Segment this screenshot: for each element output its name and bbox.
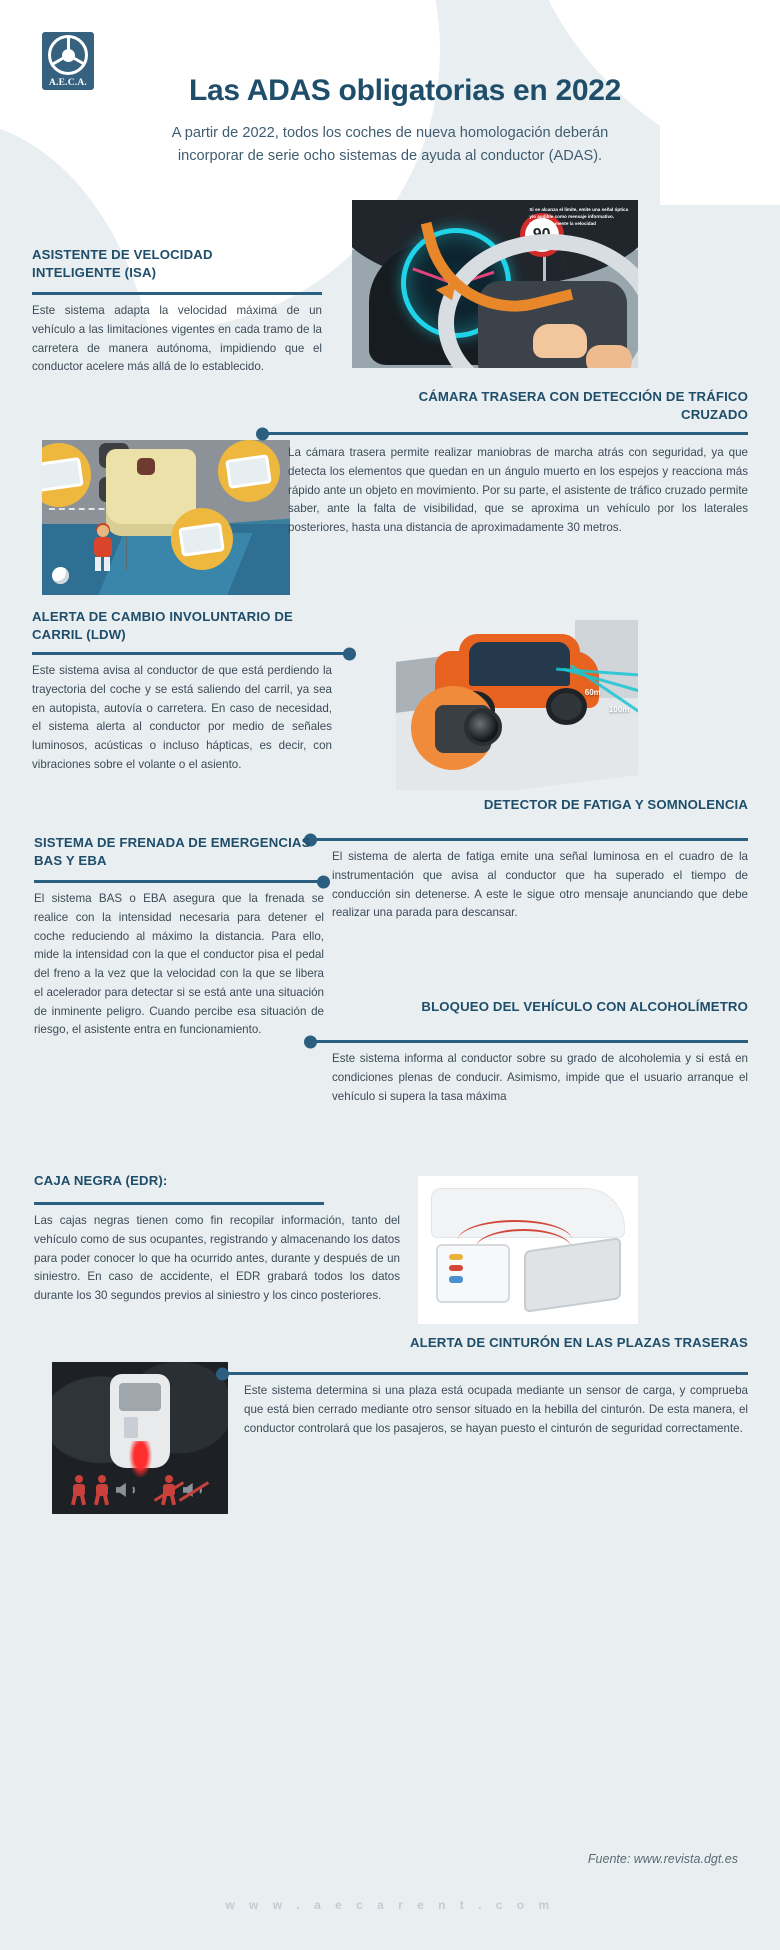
steering-wheel-icon	[48, 35, 88, 75]
section-heading-bas-eba: SISTEMA DE FRENADA DE EMERGENCIAS BAS Y EBA	[34, 835, 311, 868]
section-heading-ldw: ALERTA DE CAMBIO INVOLUNTARIO DE CARRIL (LDW)	[32, 609, 293, 642]
page-subtitle: A partir de 2022, todos los coches de nueva homologación deberán incorporar de serie ocho sistemas de ayuda al conductor (ADAS).	[171, 125, 609, 164]
mirror-badge-center	[171, 508, 233, 570]
edr-remote	[436, 1244, 511, 1303]
section-heading-edr: CAJA NEGRA (EDR):	[34, 1173, 168, 1188]
divider-edr	[34, 1202, 324, 1205]
section-body-alcoholimetro: Este sistema informa al conductor sobre su grado de alcoholemia y si está en condiciones plenas de conducir. Asimismo, impide que el usuario arranque el vehículo si supera la tasa máxima	[332, 1052, 748, 1103]
divider-cinturon	[222, 1372, 748, 1375]
pedestrian-figure	[92, 525, 114, 573]
section-heading-alcoholimetro: BLOQUEO DEL VEHÍCULO CON ALCOHOLÍMETRO	[421, 999, 748, 1014]
ball-icon	[52, 567, 69, 584]
section-body-fatiga: El sistema de alerta de fatiga emite una señal luminosa en el cuadro de la instrumentación que avisa al conductor que ha superado el tiempo de conducción sin detenerse. A este le sigue otro mensaje anunciando que debe realizar una parada para descansar.	[332, 850, 748, 920]
footer-website-url: w w w . a e c a r e n t . c o m	[225, 1898, 555, 1912]
section-heading-isa: ASISTENTE DE VELOCIDAD INTELIGENTE (ISA)	[32, 247, 213, 280]
section-body-isa: Este sistema adapta la velocidad máxima de un vehículo a las limitaciones vigentes en cada tramo de la carretera de manera autónoma, impidiendo que el conductor acelere más allá de lo establecido.	[32, 304, 322, 374]
illustration-cross-traffic	[42, 440, 290, 595]
footer-band	[0, 1880, 780, 1950]
divider-isa	[32, 292, 322, 295]
speaker-alert-icon-2-disabled	[179, 1475, 209, 1505]
distance-label-100m: 100m	[608, 705, 630, 714]
divider-camara-trasera	[262, 432, 748, 435]
illustration-edr-device	[418, 1176, 638, 1324]
edr-module	[524, 1237, 621, 1313]
section-body-bas-eba: El sistema BAS o EBA asegura que la frenada se realice con la intensidad necesaria para detener el coche reduciendo al máximo la distancia. Para ello, mide la intensidad con la que el conductor pisa el pedal del freno a la vez que la velocidad con la que se libera el acelerador para detectar si se está ante una situación de inminente peligro. Cuando percibe esa situación de riesgo, el asistente entra en funcionamiento.	[34, 892, 324, 1037]
page-title: Las ADAS obligatorias en 2022	[189, 74, 621, 107]
divider-bas-eba	[34, 880, 324, 883]
mirror-badge-right	[218, 440, 280, 502]
isa-callout-text: Si se alcanza el límite, emite una señal óptica y/o audible como mensaje informativo. Instantáneamente la velocidad	[529, 206, 629, 226]
section-heading-fatiga: DETECTOR DE FATIGA Y SOMNOLENCIA	[483, 797, 748, 812]
logo-label: A.E.C.A.	[48, 78, 88, 88]
distance-label-60m: 60m	[584, 688, 601, 697]
section-heading-camara-trasera: CÁMARA TRASERA CON DETECCIÓN DE TRÁFICO CRUZADO	[418, 389, 748, 422]
illustration-isa-dashboard	[352, 200, 638, 368]
speed-limit-sign-90: 90	[520, 213, 564, 257]
divider-alcoholimetro	[310, 1040, 748, 1043]
aeca-logo	[42, 32, 94, 90]
section-body-camara-trasera: La cámara trasera permite realizar maniobras de marcha atrás con seguridad, ya que detecta los elementos que quedan en un ángulo muerto en los espejos y reacciona más rápido ante un objeto en movimiento. Por su parte, el asistente de tráfico cruzado permite saber, ante la falta de visibilidad, que se aproxima un vehículo por los laterales posteriores, hasta una distancia de aproximadamente 30 metros.	[288, 446, 748, 535]
section-body-ldw: Este sistema avisa al conductor de que está perdiendo la trayectoria del coche y se está saliendo del carril, ya sea en autopista, autovía o carretera. En caso de necesidad, el sistema alerta al conductor por medio de señales luminosos, acústicas o incluso hápticas, es decir, con vibraciones sobre el volante o el asiento.	[32, 664, 332, 771]
illustration-ldw-suv	[396, 620, 638, 790]
illustration-seatbelt-alert	[52, 1362, 228, 1514]
speaker-alert-icon-1	[112, 1475, 142, 1505]
divider-fatiga	[310, 838, 748, 841]
section-body-edr: Las cajas negras tienen como fin recopilar información, tanto del vehículo como de sus ocupantes, registrando y almacenando los datos para poder conocer lo que ha ocurrido antes, durante y después de un siniestro. En caso de accidente, el EDR grabará todos los datos durante los 30 segundos previos al siniestro y los cinco posteriores.	[34, 1214, 400, 1303]
section-body-cinturon: Este sistema determina si una plaza está ocupada mediante un sensor de carga, y comprueba que está bien cerrado mediante otro sensor situado en la hebilla del cinturón. De esta manera, el conductor controlará que los pasajeros, se hayan puesto el cinturón de seguridad correctamente.	[244, 1384, 748, 1435]
source-credit: Fuente: www.revista.dgt.es	[587, 1852, 738, 1866]
divider-ldw	[32, 652, 350, 655]
section-heading-cinturon: ALERTA DE CINTURÓN EN LAS PLAZAS TRASERAS	[409, 1335, 748, 1350]
